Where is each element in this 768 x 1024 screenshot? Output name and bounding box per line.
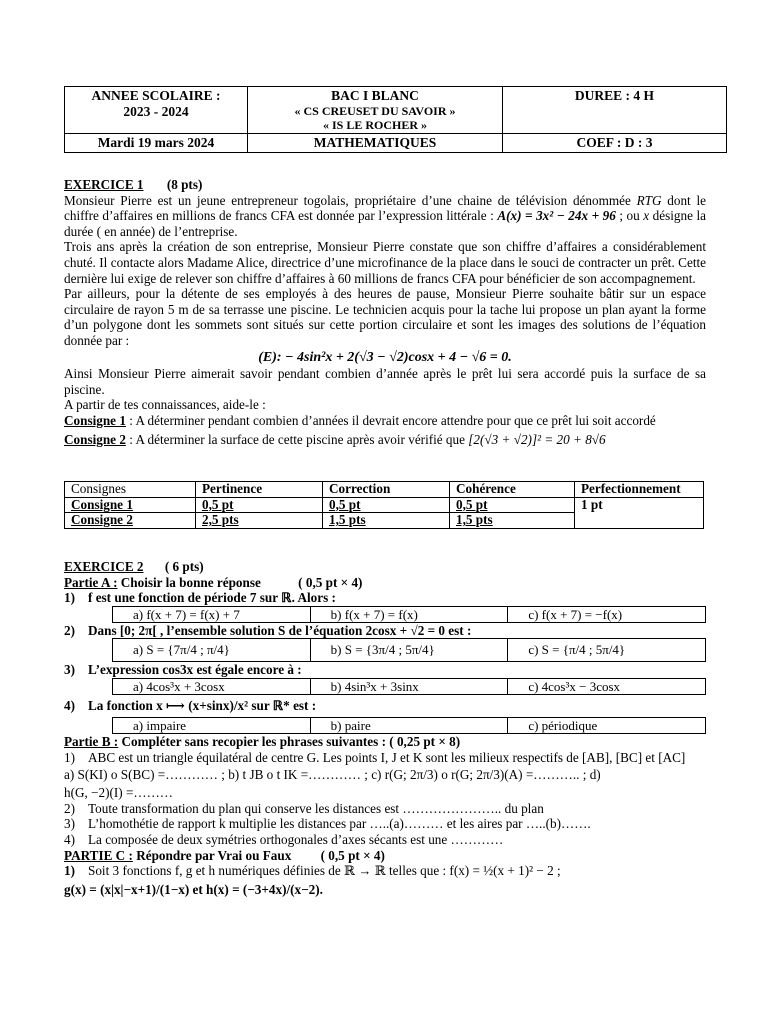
grading-header: Pertinence xyxy=(196,482,323,498)
exercise-1 xyxy=(64,177,706,447)
part-b-item-text: L’homothétie de rapport k multiplie les distances par …..(a)……… et les aires par …..(b)……. xyxy=(88,816,591,832)
school-year-label: ANNEE SCOLAIRE : xyxy=(91,88,221,103)
answer-option: a) f(x + 7) = f(x) + 7 xyxy=(113,606,311,622)
ex1-p1-text-b: dont le chiffre d’affaires en millions de francs CFA est donnée par l’expression littérale : xyxy=(64,192,706,224)
answer-option: a) impaire xyxy=(113,717,311,733)
exam-date: Mardi 19 mars 2024 xyxy=(65,134,248,153)
grading-cell: Consigne 2 xyxy=(65,513,196,529)
part-b-item-3: 3) L’homothétie de rapport k multiplie les distances par …..(a)……… et les aires par …..(b)……. xyxy=(64,816,591,832)
grading-header-row xyxy=(65,482,704,498)
answer-option: b) S = {3π/4 ; 5π/4} xyxy=(310,639,508,662)
grading-cell: 0,5 pt xyxy=(196,497,323,513)
part-b-item-2: 2) Toute transformation du plan qui conserve les distances est ………………….. du plan xyxy=(64,800,544,816)
question-3 xyxy=(64,662,714,678)
answer-option: c) f(x + 7) = −f(x) xyxy=(508,606,706,622)
duration-cell xyxy=(503,87,727,134)
grading-cell: 2,5 pts xyxy=(196,513,323,529)
part-c-label: PARTIE C : xyxy=(64,847,133,863)
question-1-options xyxy=(112,606,706,623)
subject: MATHEMATIQUES xyxy=(248,134,503,153)
exercise-1-title: EXERCICE 1 xyxy=(64,177,144,192)
answer-option: a) 4cos³x + 3cosx xyxy=(113,678,311,694)
grading-cell: 1,5 pts xyxy=(450,513,575,529)
part-c-item-1-line-2: g(x) = (x|x|−x+1)/(1−x) et h(x) = (−3+4x)/(x−2). xyxy=(64,881,323,897)
ex1-p1-text-d: désigne la durée ( en année) de l’entreprise. xyxy=(64,208,706,239)
grading-header: Perfectionnement xyxy=(575,482,704,498)
part-b-item-4: 4) La composée de deux symétries orthogonales d’axes sécants est une ………… xyxy=(64,831,504,847)
ex1-paragraph-5: A partir de tes connaissances, aide-le : xyxy=(64,397,266,413)
grading-cell: Consigne 1 xyxy=(65,497,196,513)
school-year-cell xyxy=(65,87,248,134)
coefficient: COEF : D : 3 xyxy=(503,134,727,153)
answer-option: c) S = {π/4 ; 5π/4} xyxy=(508,639,706,662)
ex1-paragraph-4: Ainsi Monsieur Pierre aimerait savoir pendant combien d’année après le prêt lui sera accordé puis la surface de sa piscine. xyxy=(64,366,706,397)
question-text: Dans [0; 2π[ , l’ensemble solution S de l’équation 2cosx + √2 = 0 est : xyxy=(88,622,472,638)
question-2-options xyxy=(112,638,706,662)
ex1-consigne-2 xyxy=(64,432,706,448)
part-b-item-text: Toute transformation du plan qui conserve les distances est ………………….. du plan xyxy=(88,800,544,816)
part-a-text: Choisir la bonne réponse xyxy=(117,574,261,590)
consigne-2-text: : A déterminer la surface de cette piscine après avoir vérifié que xyxy=(125,431,469,447)
question-4-options xyxy=(112,717,706,734)
part-a-heading xyxy=(64,575,714,591)
ex1-paragraph-3: Par ailleurs, pour la détente de ses employés à des heures de pause, Monsieur Pierre souhaite bâtir sur un espace circulaire de rayon 5 m de sa terrasse une piscine. Le technicien acquis pour la tache lui propose un plan ayant la forme d’un polygone dont les sommets sont situés sur cette portion circulaire et sont les images des solutions de l’équation donnée par : xyxy=(64,286,706,348)
school-year: 2023 - 2024 xyxy=(123,104,189,119)
answer-option: b) f(x + 7) = f(x) xyxy=(310,606,508,622)
duration: DUREE : 4 H xyxy=(574,88,655,103)
grading-cell: 0,5 pt xyxy=(323,497,450,513)
part-c-text: Répondre par Vrai ou Faux xyxy=(132,847,292,863)
part-b-item-1: 1) ABC est un triangle équilatéral de centre G. Les points I, J et K sont les milieux respectifs de [AB], [BC] et [AC] xyxy=(64,749,686,765)
part-c-points: ( 0,5 pt × 4) xyxy=(320,847,385,863)
part-c-heading xyxy=(64,848,714,864)
ex1-p1-rtg: RTG xyxy=(636,192,662,208)
exam-title-cell xyxy=(248,87,503,134)
part-b-item-text: ABC est un triangle équilatéral de centre G. Les points I, J et K sont les milieux respectifs de [AB], [BC] et [AC] xyxy=(88,749,686,765)
part-a-label: Partie A : xyxy=(64,574,118,590)
question-text: L’expression cos3x est égale encore à : xyxy=(88,662,302,678)
question-number: 3) xyxy=(64,662,75,678)
school-name-2: « IS LE ROCHER » xyxy=(322,118,428,132)
consigne-2-formula: [2(√3 + √2)]² = 20 + 8√6 xyxy=(468,431,606,447)
exam-header-table xyxy=(64,86,727,153)
part-a-points: ( 0,5 pt × 4) xyxy=(298,574,363,590)
ex1-p1-formula: A(x) = 3x² − 24x + 96 xyxy=(497,208,616,224)
question-number: 1) xyxy=(64,590,75,606)
answer-option: a) S = {7π/4 ; π/4} xyxy=(113,639,311,662)
answer-option: c) 4cos³x − 3cosx xyxy=(508,678,706,694)
part-b-item-1-sub: a) S(KI) o S(BC) =………… ; b) t JB o t IK =………… ; c) r(G; 2π/3) o r(G; 2π/3)(A) =……….. ; d) xyxy=(64,767,601,783)
question-number: 4) xyxy=(64,697,75,713)
grading-table xyxy=(64,481,704,529)
school-name-1: « CS CREUSET DU SAVOIR » xyxy=(294,104,456,118)
grading-header: Cohérence xyxy=(450,482,575,498)
exercise-2-title: EXERCICE 2 xyxy=(64,559,144,574)
part-b-item-text: La composée de deux symétries orthogonales d’axes sécants est une ………… xyxy=(88,831,504,847)
ex1-p1-x: x xyxy=(643,208,650,224)
question-text: f est une fonction de période 7 sur ℝ. Alors : xyxy=(88,590,336,606)
question-1 xyxy=(64,590,714,606)
grading-cell: 0,5 pt xyxy=(450,497,575,513)
part-b-label: Partie B : xyxy=(64,733,119,749)
exam-title: BAC I BLANC xyxy=(331,88,419,103)
question-4 xyxy=(64,695,714,717)
question-number: 2) xyxy=(64,622,75,638)
exercise-2-points: ( 6 pts) xyxy=(164,559,204,574)
grading-cell: 1 pt xyxy=(575,497,704,528)
part-c-item-1: 1) Soit 3 fonctions f, g et h numériques définies de ℝ → ℝ telles que : f(x) = ½(x + 1)² − 2 ; xyxy=(64,863,561,879)
part-b-item-1-sub-2: h(G, −2)(I) =……… xyxy=(64,785,173,801)
part-b-text: Compléter sans recopier les phrases suivantes : ( 0,25 pt × 8) xyxy=(118,733,461,749)
ex1-consigne-1 xyxy=(64,413,706,429)
ex1-equation: (E): − 4sin²x + 2(√3 − √2)cosx + 4 − √6 = 0. xyxy=(258,349,512,365)
question-2 xyxy=(64,623,714,639)
answer-option: b) paire xyxy=(310,717,508,733)
consigne-1-label: Consigne 1 xyxy=(64,412,126,428)
grading-row xyxy=(65,497,704,513)
ex1-p1-text-c: ; ou xyxy=(615,208,644,224)
consigne-2-label: Consigne 2 xyxy=(64,431,126,447)
grading-cell: 1,5 pts xyxy=(323,513,450,529)
question-text: La fonction x ⟼ (x+sinx)/x² sur ℝ* est : xyxy=(88,697,317,713)
ex1-p1-text-a: Monsieur Pierre est un jeune entrepreneur togolais, propriétaire d’une chaine de télévision dénommée xyxy=(64,192,637,208)
answer-option: c) périodique xyxy=(508,717,706,733)
answer-option: b) 4sin³x + 3sinx xyxy=(310,678,508,694)
grading-header: Consignes xyxy=(65,482,196,498)
exercise-1-points: (8 pts) xyxy=(166,177,203,192)
part-b-heading xyxy=(64,734,714,750)
question-3-options xyxy=(112,678,706,695)
exercise-2 xyxy=(64,559,714,901)
consigne-1-text: : A déterminer pendant combien d’années il devrait encore attendre pour que ce prêt lui soit accordé xyxy=(125,412,656,428)
grading-header: Correction xyxy=(323,482,450,498)
ex1-paragraph-2: Trois ans après la création de son entreprise, Monsieur Pierre constate que son chiffre d’affaires a considérablement chuté. Il contacte alors Madame Alice, directrice d’une microfinance de la place dans le souci de contracter un prêt. Cette dernière lui exige de relever son chiffre d’affaires à 60 millions de francs CFA pour bénéficier de son accompagnement. xyxy=(64,239,706,286)
ex1-paragraph-1 xyxy=(64,193,706,240)
part-c-item-text: Soit 3 fonctions f, g et h numériques définies de ℝ → ℝ telles que : f(x) = ½(x + 1)² − 2 ; xyxy=(88,863,561,879)
